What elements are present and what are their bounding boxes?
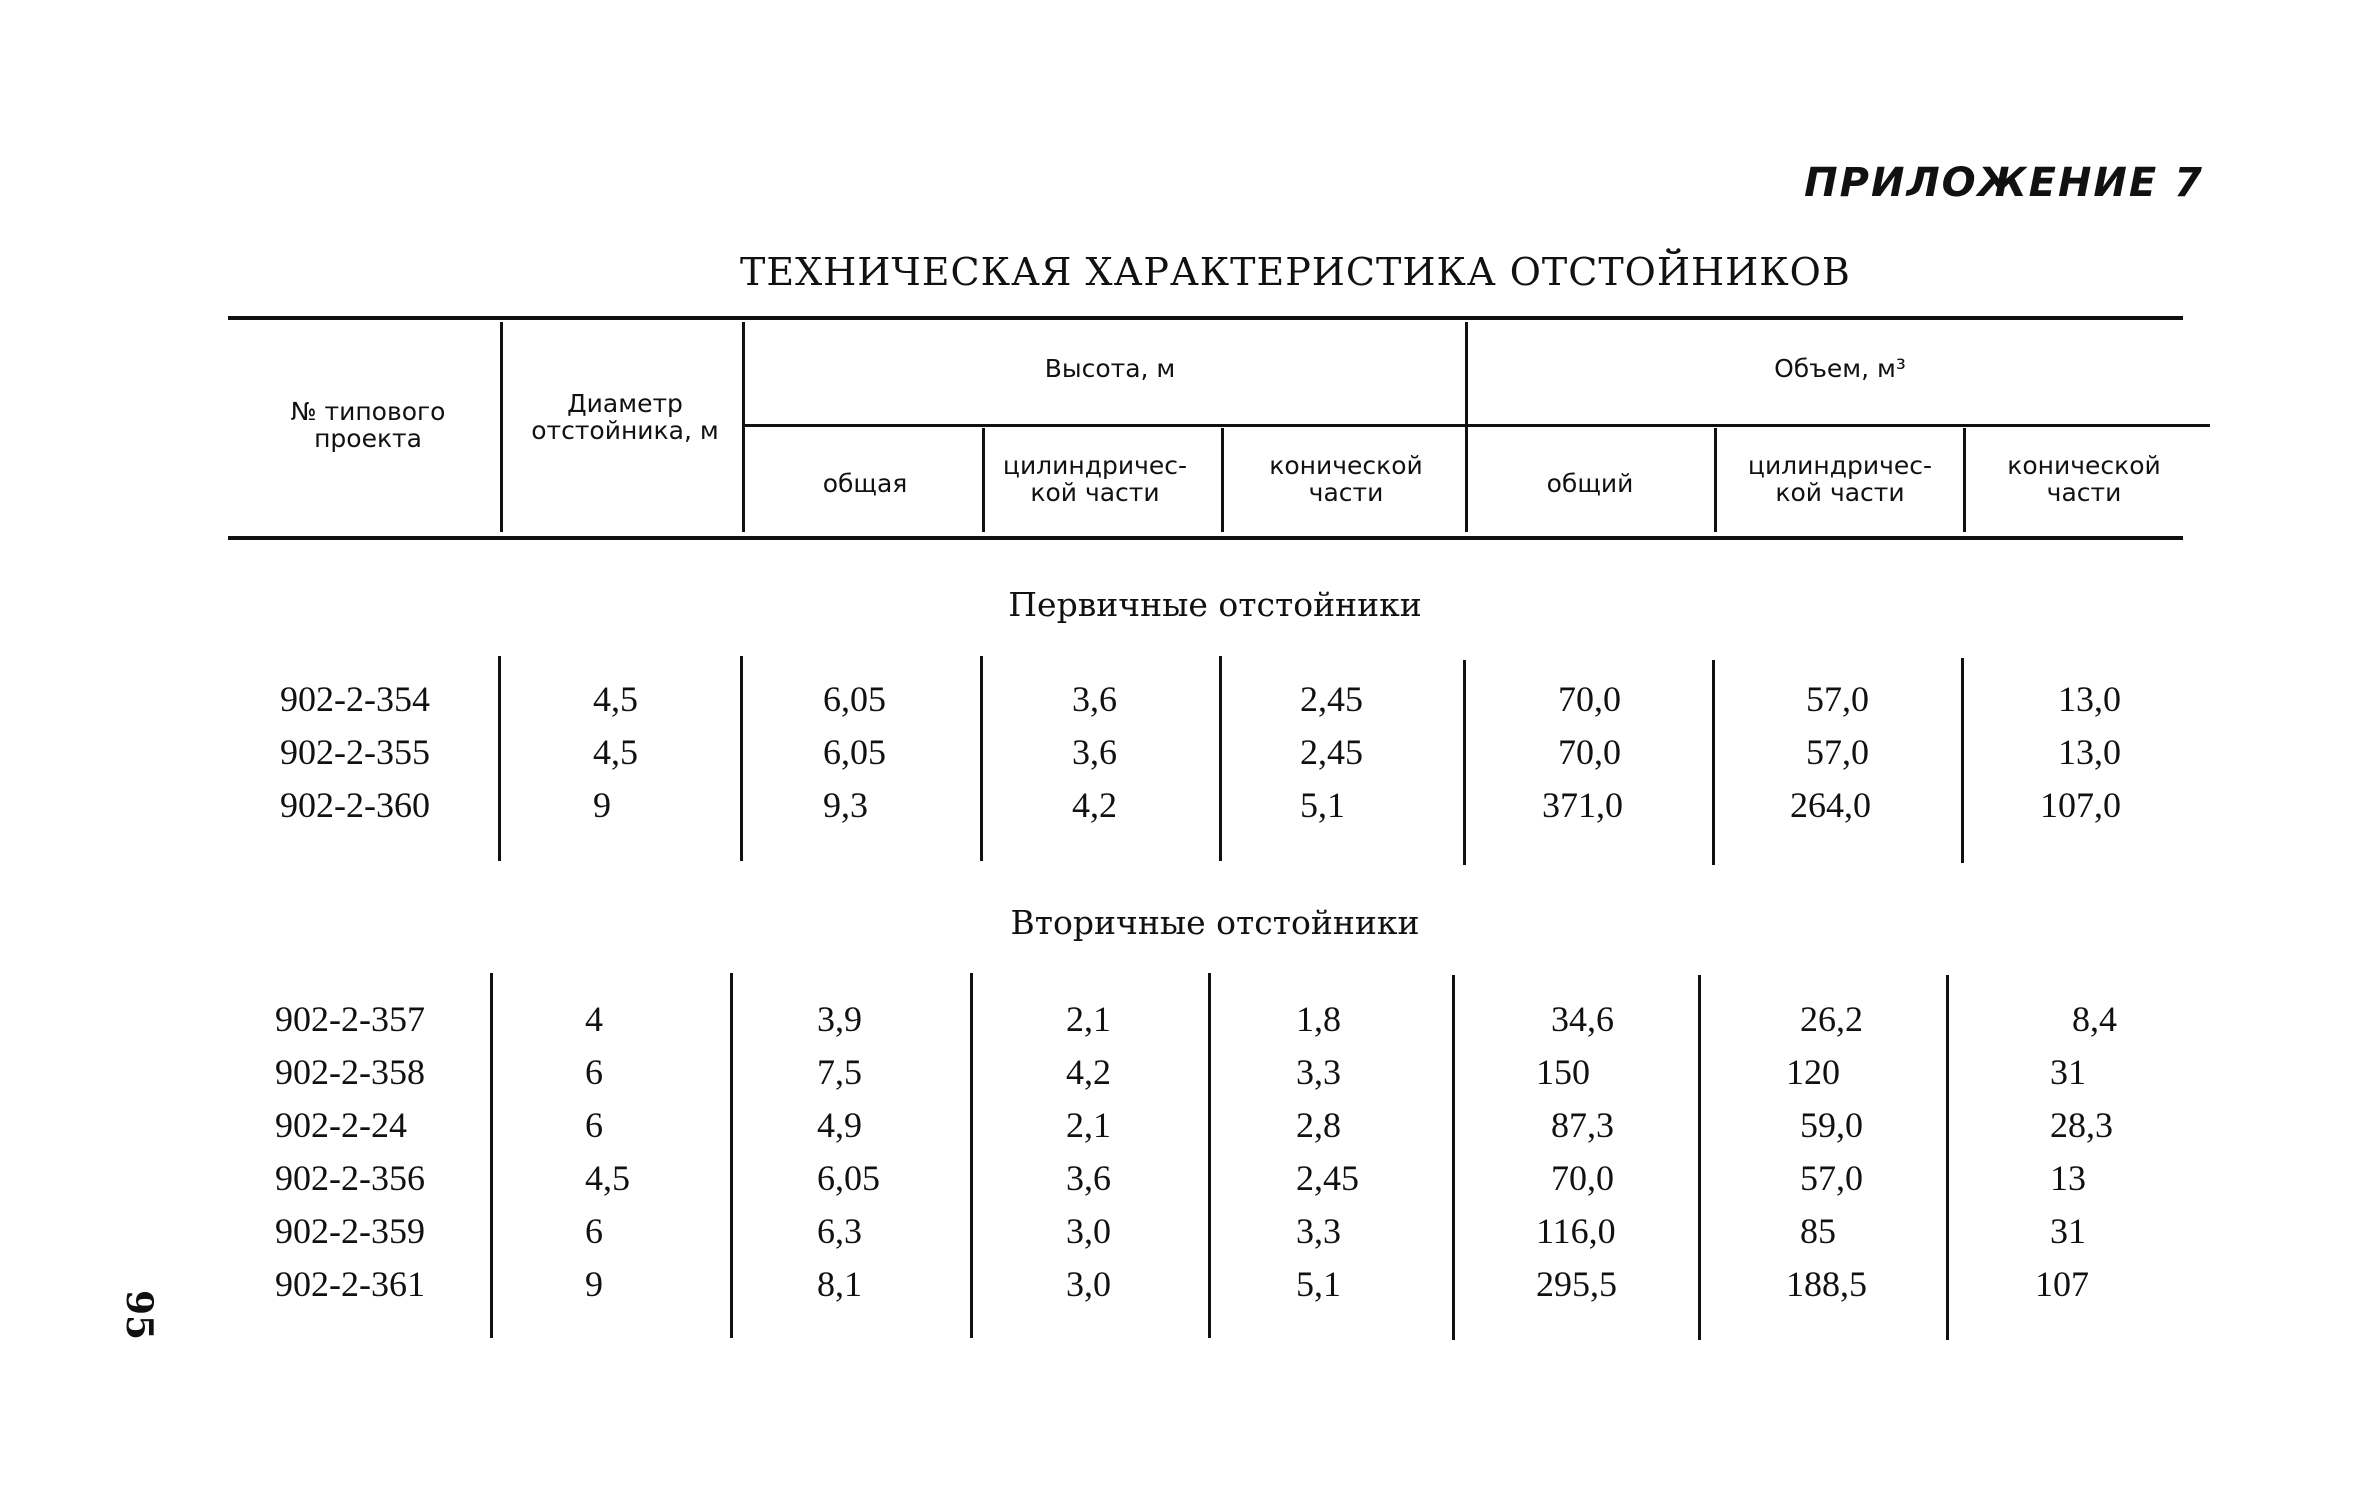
volume-con: 31 bbox=[2050, 1211, 2086, 1251]
section-title-secondary: Вторичные отстойники bbox=[1010, 903, 1420, 942]
height-cyl: 4,2 bbox=[1066, 1052, 1111, 1092]
header-group-rule bbox=[745, 424, 2210, 427]
height-cyl: 3,6 bbox=[1066, 1158, 1111, 1198]
project-no: 902-2-357 bbox=[275, 999, 425, 1039]
height-cyl: 3,6 bbox=[1072, 732, 1117, 772]
volume-con: 13,0 bbox=[2058, 679, 2121, 719]
height-con: 3,3 bbox=[1296, 1211, 1341, 1251]
volume-cyl: 26,2 bbox=[1800, 999, 1863, 1039]
appendix-label: ПРИЛОЖЕНИЕ 7 bbox=[1804, 160, 2204, 206]
height-con: 3,3 bbox=[1296, 1052, 1341, 1092]
height-total: 8,1 bbox=[817, 1264, 862, 1304]
diameter: 6 bbox=[585, 1105, 603, 1145]
project-no: 902-2-354 bbox=[280, 679, 430, 719]
header-divider bbox=[500, 322, 503, 532]
height-cyl: 2,1 bbox=[1066, 1105, 1111, 1145]
volume-cyl: 264,0 bbox=[1790, 785, 1871, 825]
volume-total: 150 bbox=[1536, 1052, 1590, 1092]
volume-cyl: 57,0 bbox=[1800, 1158, 1863, 1198]
diameter: 4,5 bbox=[585, 1158, 630, 1198]
table-top-rule bbox=[228, 316, 2183, 320]
height-con: 1,8 bbox=[1296, 999, 1341, 1039]
header-divider bbox=[1221, 428, 1224, 532]
height-total: 9,3 bbox=[823, 785, 868, 825]
volume-cyl: 57,0 bbox=[1806, 732, 1869, 772]
volume-con: 13,0 bbox=[2058, 732, 2121, 772]
height-total: 4,9 bbox=[817, 1105, 862, 1145]
project-no: 902-2-355 bbox=[280, 732, 430, 772]
header-bottom-rule bbox=[228, 536, 2183, 540]
project-no: 902-2-24 bbox=[275, 1105, 407, 1145]
height-total: 6,3 bbox=[817, 1211, 862, 1251]
volume-total: 116,0 bbox=[1536, 1211, 1616, 1251]
page-number: 95 bbox=[118, 1290, 160, 1341]
volume-cyl: 120 bbox=[1786, 1052, 1840, 1092]
header-diameter: Диаметр отстойника, м bbox=[531, 389, 719, 445]
header-volume-con: конической части bbox=[2007, 451, 2161, 507]
header-volume-group: Объем, м³ bbox=[1774, 354, 1906, 383]
section-title-primary: Первичные отстойники bbox=[1008, 585, 1422, 624]
header-volume-total: общий bbox=[1546, 469, 1634, 498]
diameter: 4 bbox=[585, 999, 603, 1039]
height-total: 6,05 bbox=[823, 679, 886, 719]
project-no: 902-2-358 bbox=[275, 1052, 425, 1092]
height-total: 6,05 bbox=[823, 732, 886, 772]
header-volume-cyl: цилиндричес- кой части bbox=[1747, 451, 1933, 507]
height-cyl: 2,1 bbox=[1066, 999, 1111, 1039]
volume-con: 8,4 bbox=[2072, 999, 2117, 1039]
volume-total: 87,3 bbox=[1551, 1105, 1614, 1145]
header-height-group: Высота, м bbox=[1044, 354, 1176, 383]
volume-total: 70,0 bbox=[1558, 679, 1621, 719]
height-con: 2,8 bbox=[1296, 1105, 1341, 1145]
header-height-con: конической части bbox=[1269, 451, 1423, 507]
volume-cyl: 57,0 bbox=[1806, 679, 1869, 719]
header-project-no: № типового проекта bbox=[290, 397, 446, 453]
table-row bbox=[0, 1157, 2362, 1209]
table-row bbox=[0, 1263, 2362, 1315]
diameter: 6 bbox=[585, 1052, 603, 1092]
header-height-total: общая bbox=[822, 469, 908, 498]
table-row bbox=[0, 1104, 2362, 1156]
volume-cyl: 85 bbox=[1800, 1211, 1836, 1251]
height-total: 6,05 bbox=[817, 1158, 880, 1198]
table-row bbox=[0, 998, 2362, 1050]
header-divider bbox=[982, 428, 985, 532]
project-no: 902-2-356 bbox=[275, 1158, 425, 1198]
diameter: 4,5 bbox=[593, 679, 638, 719]
height-cyl: 3,6 bbox=[1072, 679, 1117, 719]
diameter: 9 bbox=[593, 785, 611, 825]
height-con: 5,1 bbox=[1296, 1264, 1341, 1304]
height-cyl: 4,2 bbox=[1072, 785, 1117, 825]
volume-total: 371,0 bbox=[1542, 785, 1623, 825]
volume-cyl: 188,5 bbox=[1786, 1264, 1867, 1304]
header-divider bbox=[1465, 322, 1468, 532]
volume-total: 70,0 bbox=[1551, 1158, 1614, 1198]
volume-con: 13 bbox=[2050, 1158, 2086, 1198]
volume-con: 107,0 bbox=[2040, 785, 2121, 825]
project-no: 902-2-359 bbox=[275, 1211, 425, 1251]
table-row bbox=[0, 678, 2362, 730]
table-row bbox=[0, 1051, 2362, 1103]
diameter: 9 bbox=[585, 1264, 603, 1304]
table-row bbox=[0, 1210, 2362, 1262]
volume-con: 31 bbox=[2050, 1052, 2086, 1092]
volume-cyl: 59,0 bbox=[1800, 1105, 1863, 1145]
height-cyl: 3,0 bbox=[1066, 1211, 1111, 1251]
height-cyl: 3,0 bbox=[1066, 1264, 1111, 1304]
volume-con: 107 bbox=[2035, 1264, 2089, 1304]
table-row bbox=[0, 784, 2362, 836]
volume-total: 70,0 bbox=[1558, 732, 1621, 772]
volume-total: 295,5 bbox=[1536, 1264, 1617, 1304]
header-height-cyl: цилиндричес- кой части bbox=[1002, 451, 1188, 507]
height-con: 2,45 bbox=[1296, 1158, 1359, 1198]
table-row bbox=[0, 731, 2362, 783]
diameter: 4,5 bbox=[593, 732, 638, 772]
header-divider bbox=[742, 322, 745, 532]
volume-con: 28,3 bbox=[2050, 1105, 2113, 1145]
height-total: 7,5 bbox=[817, 1052, 862, 1092]
height-total: 3,9 bbox=[817, 999, 862, 1039]
project-no: 902-2-361 bbox=[275, 1264, 425, 1304]
height-con: 2,45 bbox=[1300, 679, 1363, 719]
project-no: 902-2-360 bbox=[280, 785, 430, 825]
header-divider bbox=[1714, 428, 1717, 532]
document-title: ТЕХНИЧЕСКАЯ ХАРАКТЕРИСТИКА ОТСТОЙНИКОВ bbox=[740, 250, 1851, 294]
height-con: 5,1 bbox=[1300, 785, 1345, 825]
diameter: 6 bbox=[585, 1211, 603, 1251]
height-con: 2,45 bbox=[1300, 732, 1363, 772]
volume-total: 34,6 bbox=[1551, 999, 1614, 1039]
